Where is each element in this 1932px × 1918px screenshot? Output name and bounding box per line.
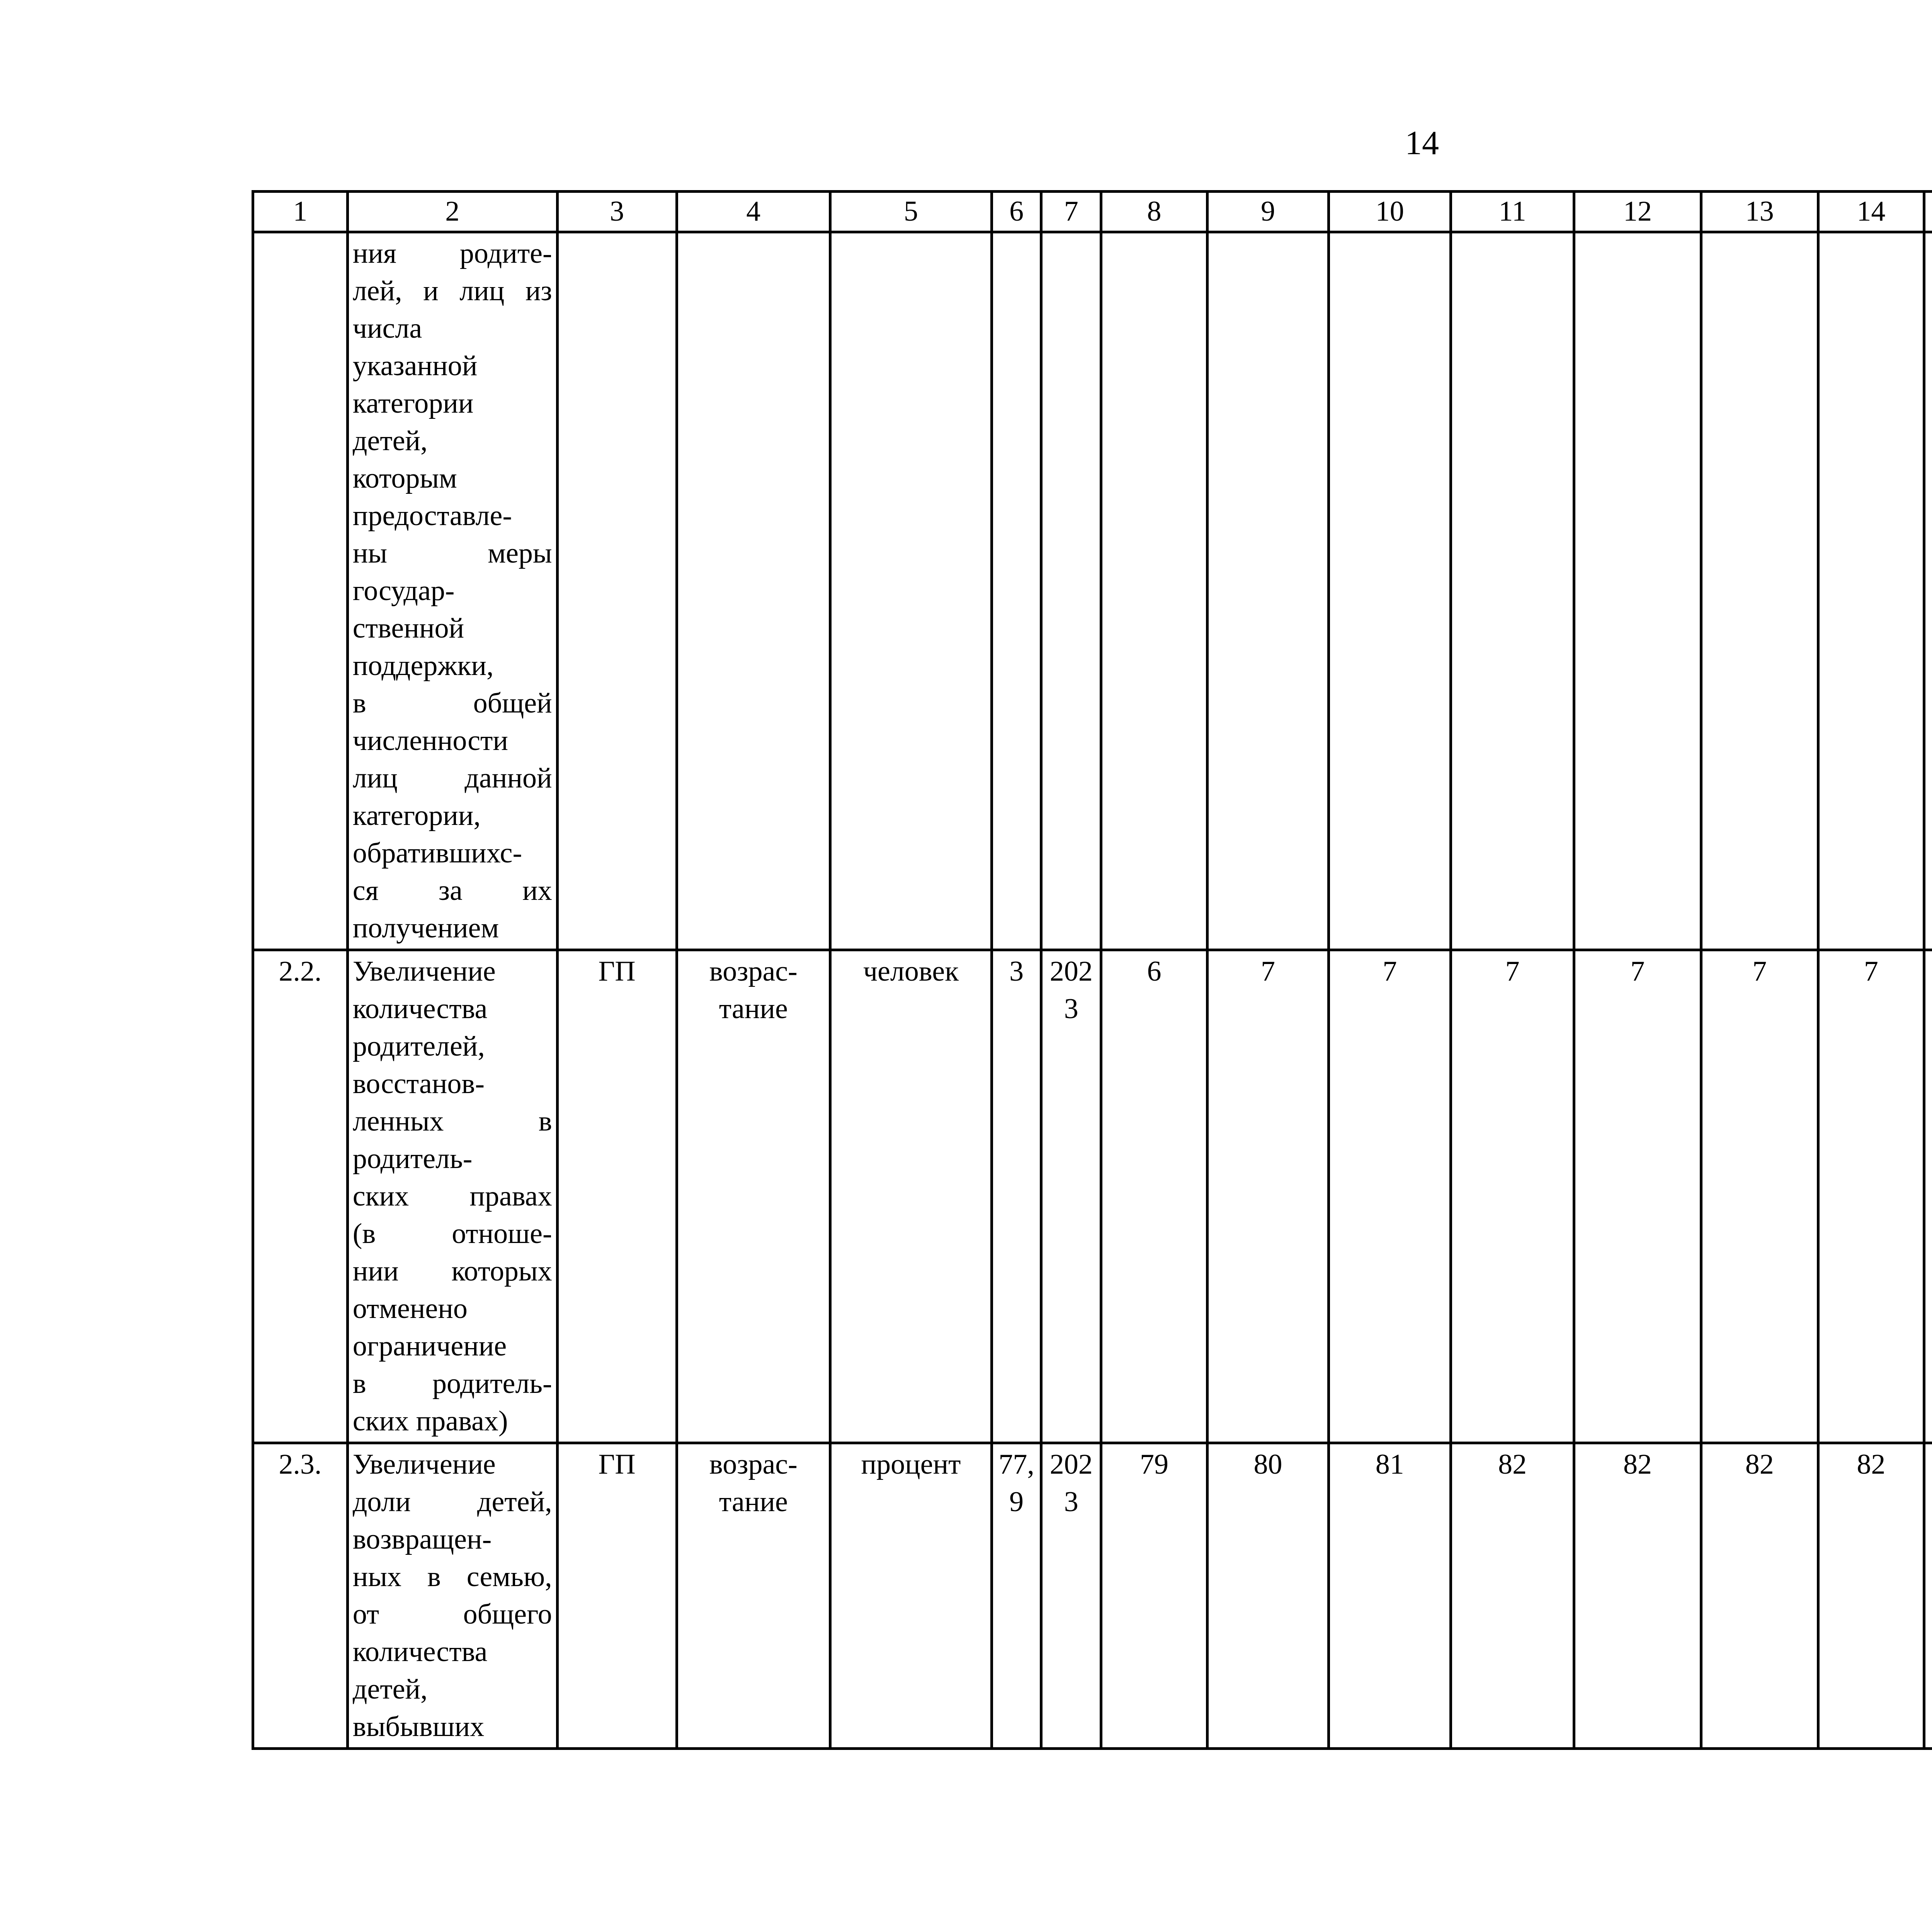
cell-text: 81 — [1375, 1449, 1404, 1480]
cell-text: 3 — [610, 196, 624, 227]
cell-line: (в отноше- — [352, 1218, 552, 1250]
cell-text: 11 — [1498, 196, 1526, 227]
cell-line: доли детей, — [352, 1486, 552, 1518]
cell-text: 2 — [445, 196, 460, 227]
cell-line: количества — [352, 1636, 488, 1668]
indicators-table — [252, 190, 1932, 1750]
cell-line: указанной — [352, 350, 478, 382]
cell-line: ских правах — [352, 1180, 552, 1212]
cell-line: Увеличение — [352, 1449, 496, 1480]
cell-line — [1929, 953, 1932, 990]
table-row-continuation — [253, 232, 1932, 950]
cell-text: 7 — [1064, 196, 1078, 227]
cell-level — [557, 1443, 677, 1749]
cell-value — [1329, 950, 1451, 1443]
cell-document — [1924, 1443, 1932, 1749]
cell-value — [1451, 1443, 1574, 1749]
cell-line: в общей — [352, 687, 552, 719]
cell-line: родителей, — [352, 1030, 485, 1062]
cell-line — [1929, 272, 1932, 310]
cell-text: процент — [861, 1449, 961, 1480]
cell-value — [1574, 1443, 1701, 1749]
cell-line: ния родите- — [352, 238, 552, 269]
cell-line — [1929, 1065, 1932, 1103]
column-header-13 — [1701, 192, 1818, 232]
cell-line: возрас- — [709, 1449, 798, 1480]
cell-indicator-name — [347, 232, 557, 950]
cell-text: 82 — [1857, 1449, 1886, 1480]
cell-line: государ- — [352, 575, 455, 607]
cell-line: обратившихс- — [352, 837, 522, 869]
cell-line: получением — [352, 912, 499, 944]
cell-line: численности — [352, 725, 509, 757]
cell-line: возвращен- — [352, 1524, 492, 1555]
cell-line: отменено — [352, 1293, 468, 1325]
cell-line — [1929, 1103, 1932, 1140]
cell-text: 82 — [1623, 1449, 1652, 1480]
column-header-10 — [1329, 192, 1451, 232]
cell-text: 13 — [1745, 196, 1774, 227]
cell-text: 2.3. — [279, 1449, 322, 1480]
cell-text: 82 — [1498, 1449, 1527, 1480]
cell-line: лиц данной — [352, 762, 552, 794]
cell-line: числа — [352, 313, 422, 344]
cell-text: 12 — [1623, 196, 1652, 227]
cell-line — [1929, 1558, 1932, 1596]
cell-text: 14 — [1857, 196, 1886, 227]
cell-line — [1929, 1633, 1932, 1671]
cell-line: от общего — [352, 1598, 552, 1630]
cell-line: ственной — [352, 612, 464, 644]
cell-text: 6 — [1009, 196, 1024, 227]
cell-value — [1207, 1443, 1328, 1749]
cell-line: ся за их — [352, 875, 552, 906]
cell-text: ГП — [598, 1449, 636, 1480]
cell-line: ограничение — [352, 1330, 507, 1362]
cell-line — [1929, 1028, 1932, 1065]
cell-base-year — [1041, 950, 1101, 1443]
cell-line — [1929, 460, 1932, 497]
cell-value — [1701, 950, 1818, 1443]
cell-text: 80 — [1253, 1449, 1282, 1480]
cell-text: ГП — [598, 956, 636, 987]
cell-num — [253, 232, 348, 950]
cell-text: 7 — [1752, 956, 1767, 987]
cell-line: ских правах) — [352, 1405, 508, 1437]
column-header-11 — [1451, 192, 1574, 232]
column-header-4 — [677, 192, 830, 232]
cell-line: предоставле- — [352, 500, 512, 532]
cell-base-value — [992, 1443, 1041, 1749]
cell-text: человек — [863, 956, 959, 987]
cell-text: 77,9 — [998, 1449, 1034, 1518]
cell-text: 6 — [1147, 956, 1162, 987]
cell-value — [1101, 950, 1208, 1443]
cell-line: возрас- — [709, 956, 798, 987]
cell-level — [557, 950, 677, 1443]
cell-line — [1929, 1178, 1932, 1215]
cell-line: выбывших — [352, 1711, 485, 1743]
cell-text: 1 — [293, 196, 308, 227]
cell-num — [253, 1443, 348, 1749]
cell-text: 7 — [1383, 956, 1397, 987]
cell-line — [1929, 385, 1932, 422]
cell-line: ленных в — [352, 1105, 552, 1137]
cell-line: количества — [352, 993, 488, 1025]
column-header-2 — [347, 192, 557, 232]
cell-num — [253, 950, 348, 1443]
cell-line: категории, — [352, 800, 481, 831]
cell-line — [1929, 1708, 1932, 1746]
cell-value — [1818, 1443, 1924, 1749]
cell-unit — [830, 950, 992, 1443]
cell-line — [1929, 1140, 1932, 1178]
cell-line: поддержки, — [352, 650, 494, 682]
cell-line: детей, — [352, 1673, 428, 1705]
cell-text: 8 — [1147, 196, 1162, 227]
cell-direction — [677, 950, 830, 1443]
cell-line: лей, и лиц из — [352, 275, 552, 307]
column-header-5 — [830, 192, 992, 232]
page-number: 14 — [1405, 124, 1439, 162]
cell-line — [1929, 1253, 1932, 1290]
cell-line: которым — [352, 462, 457, 494]
cell-text: 4 — [746, 196, 761, 227]
column-header-7 — [1041, 192, 1101, 232]
cell-line: категории — [352, 388, 474, 419]
cell-line — [1929, 347, 1932, 385]
cell-line: ных в семью, — [352, 1561, 552, 1593]
cell-document — [1924, 232, 1932, 950]
cell-line: тание — [719, 1486, 788, 1518]
table-row — [253, 1443, 1932, 1749]
cell-text: 10 — [1375, 196, 1404, 227]
cell-line: детей, — [352, 425, 428, 457]
cell-text: 9 — [1260, 196, 1275, 227]
cell-line: ны меры — [352, 537, 552, 569]
cell-value — [1701, 1443, 1818, 1749]
cell-value — [1207, 950, 1328, 1443]
column-header-15 — [1924, 192, 1932, 232]
column-header-12 — [1574, 192, 1701, 232]
column-header-14 — [1818, 192, 1924, 232]
cell-text: 7 — [1864, 956, 1878, 987]
cell-line — [1929, 1521, 1932, 1558]
cell-document — [1924, 950, 1932, 1443]
cell-text: 2023 — [1049, 956, 1093, 1025]
cell-text: 79 — [1140, 1449, 1169, 1480]
cell-text: 3 — [1009, 956, 1024, 987]
column-header-3 — [557, 192, 677, 232]
cell-line — [1929, 235, 1932, 272]
cell-value — [1451, 950, 1574, 1443]
cell-line — [1929, 1215, 1932, 1253]
cell-line: Увеличение — [352, 956, 496, 987]
cell-text: 7 — [1260, 956, 1275, 987]
cell-value — [1574, 950, 1701, 1443]
cell-line: нии которых — [352, 1255, 552, 1287]
cell-line — [1929, 990, 1932, 1028]
cell-line: в родитель- — [352, 1368, 552, 1399]
cell-direction — [677, 1443, 830, 1749]
cell-base-year — [1041, 1443, 1101, 1749]
cell-line: тание — [719, 993, 788, 1025]
cell-value — [1101, 1443, 1208, 1749]
cell-value — [1329, 1443, 1451, 1749]
table-row — [253, 950, 1932, 1443]
cell-line — [1929, 310, 1932, 347]
cell-base-value — [992, 950, 1041, 1443]
cell-line — [1929, 1596, 1932, 1633]
cell-text: 5 — [904, 196, 918, 227]
cell-indicator-name — [347, 950, 557, 1443]
cell-value — [1818, 950, 1924, 1443]
cell-unit — [830, 1443, 992, 1749]
cell-text: 7 — [1630, 956, 1645, 987]
cell-line: родитель- — [352, 1143, 473, 1175]
column-header-8 — [1101, 192, 1208, 232]
header-row — [253, 192, 1932, 232]
cell-text: 2.2. — [279, 956, 322, 987]
column-header-1 — [253, 192, 348, 232]
cell-indicator-name — [347, 1443, 557, 1749]
cell-line — [1929, 1446, 1932, 1483]
cell-line — [1929, 1671, 1932, 1708]
column-header-9 — [1207, 192, 1328, 232]
cell-line — [1929, 422, 1932, 460]
cell-line — [1929, 1483, 1932, 1521]
cell-text: 2023 — [1049, 1449, 1093, 1518]
cell-text: 82 — [1745, 1449, 1774, 1480]
cell-text: 7 — [1505, 956, 1520, 987]
column-header-6 — [992, 192, 1041, 232]
cell-line: восстанов- — [352, 1068, 485, 1100]
